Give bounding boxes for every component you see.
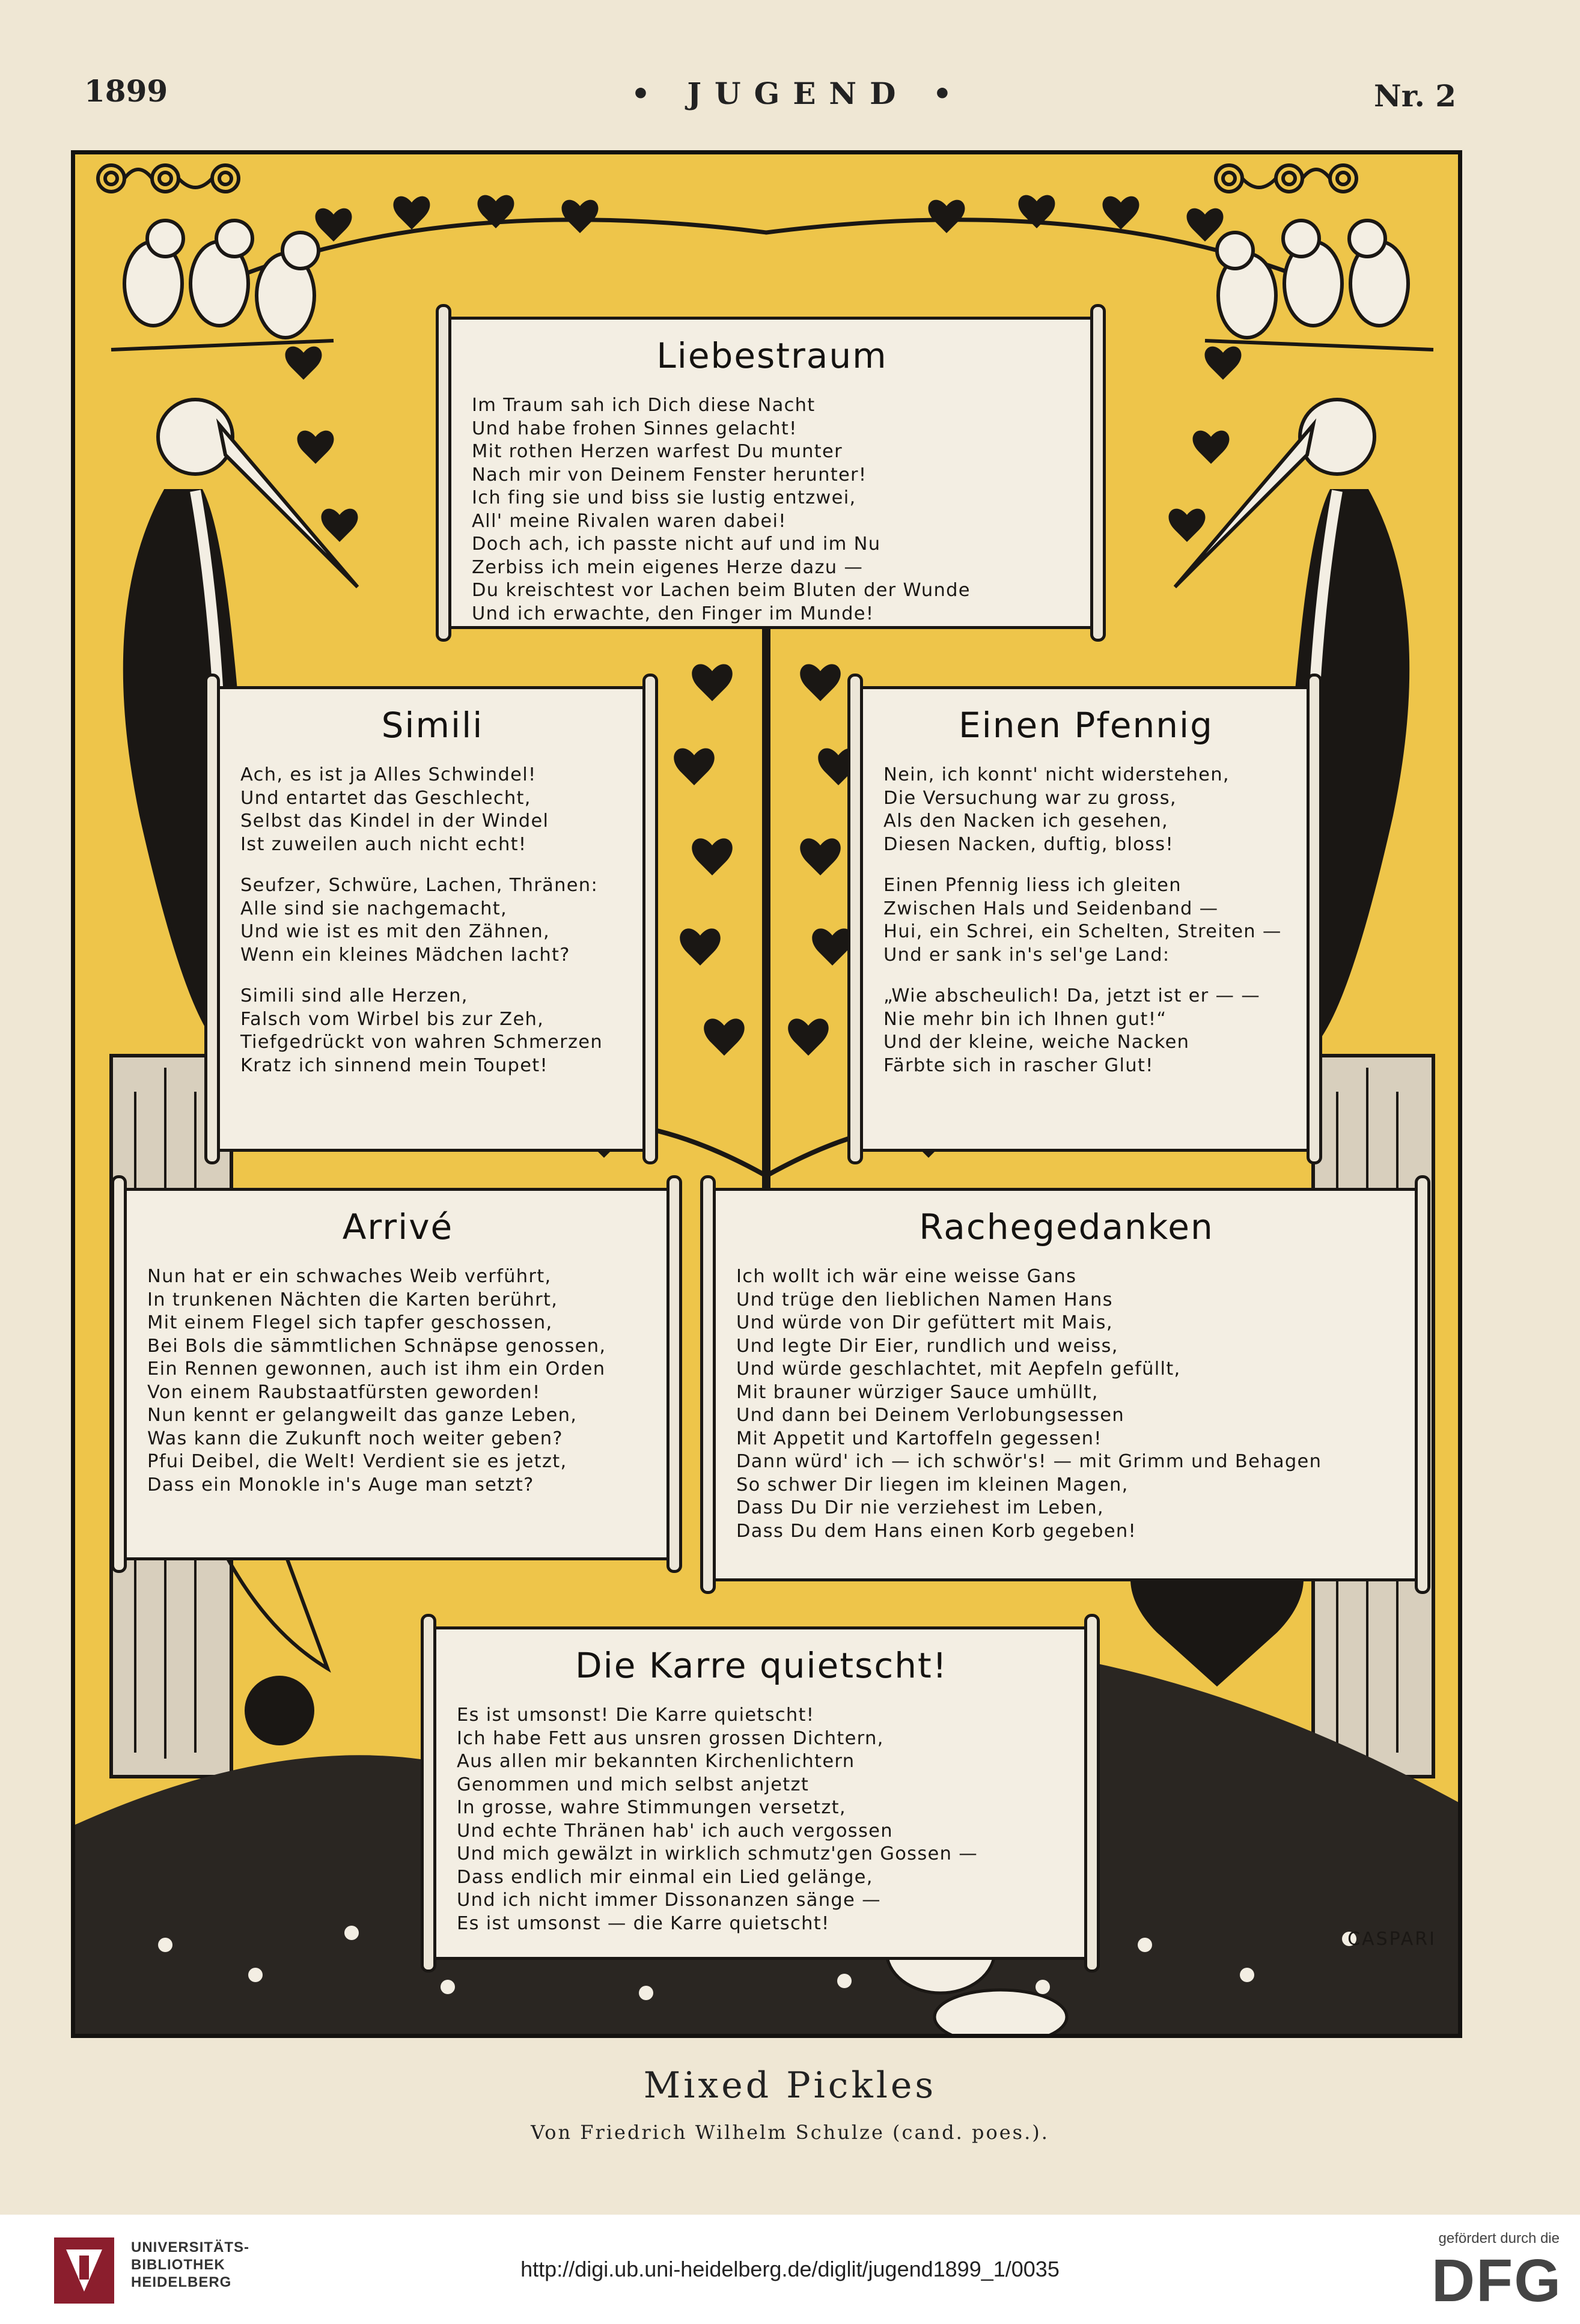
illustration-plate	[71, 150, 1462, 2038]
poem-line: Kratz ich sinnend mein Toupet!	[240, 1054, 549, 1076]
poem-line: Und legte Dir Eier, rundlich und weiss,	[736, 1335, 1118, 1357]
poem-line: Färbte sich in rascher Glut!	[883, 1054, 1154, 1076]
artist-signature: CASPARI	[1347, 1929, 1436, 1950]
poem-line: Mit Appetit und Kartoffeln gegessen!	[736, 1428, 1102, 1449]
poem-line: Nach mir von Deinem Fenster herunter!	[472, 464, 867, 485]
poem-line: Tiefgedrückt von wahren Schmerzen	[240, 1032, 603, 1053]
poem-line: Als den Nacken ich gesehen,	[883, 811, 1168, 832]
poem-line: Dass ein Monokle in's Auge man setzt?	[147, 1474, 534, 1495]
library-name-line: BIBLIOTHEK	[131, 2257, 225, 2273]
poem-line: Dass Du dem Hans einen Korb gegeben!	[736, 1520, 1137, 1542]
poem-line: Seufzer, Schwüre, Lachen, Thränen:	[240, 875, 599, 896]
poem-line: Dass Du Dir nie verziehest im Leben,	[736, 1497, 1104, 1518]
poem-line: Und er sank in's sel'ge Land:	[883, 944, 1170, 966]
poem-line: „Wie abscheulich! Da, jetzt ist er — —	[883, 985, 1261, 1006]
poem-title: Liebestraum	[656, 335, 888, 376]
poem-arrive	[120, 1188, 673, 1560]
byline: Von Friedrich Wilhelm Schulze (cand. poes.).	[531, 2121, 1049, 2144]
poem-line: Zwischen Hals und Seidenband —	[883, 898, 1219, 919]
poem-title: Simili	[381, 705, 484, 746]
poem-line: Selbst das Kindel in der Windel	[240, 811, 549, 832]
poem-line: Du kreischtest vor Lachen beim Bluten der Wunde	[472, 580, 971, 601]
poem-stanza	[147, 1265, 648, 1497]
birds-left	[111, 221, 334, 350]
poem-line: Ach, es ist ja Alles Schwindel!	[240, 764, 537, 785]
poem-rachegedanken	[709, 1188, 1421, 1581]
poem-line: Ich habe Fett aus unsren grossen Dichtern,	[457, 1727, 884, 1749]
poem-line: Nun kennt er gelangweilt das ganze Leben,	[147, 1405, 578, 1426]
poem-line: Mit rothen Herzen warfest Du munter	[472, 441, 843, 462]
poem-line: In grosse, wahre Stimmungen versetzt,	[457, 1797, 846, 1818]
spiral-ornament-left	[98, 165, 239, 192]
poem-line: Und würde geschlachtet, mit Aepfeln gefüllt,	[736, 1358, 1181, 1379]
poem-line: So schwer Dir liegen im kleinen Magen,	[736, 1474, 1129, 1495]
poem-line: Nie mehr bin ich Ihnen gut!“	[883, 1008, 1167, 1030]
poem-line: Zerbiss ich mein eigenes Herze dazu —	[472, 556, 864, 578]
poem-line: Und echte Thränen hab' ich auch vergossen	[457, 1820, 893, 1842]
poem-stanza	[240, 985, 624, 1077]
poem-line: Und ich nicht immer Dissonanzen sänge —	[457, 1890, 881, 1911]
poem-stanza	[883, 985, 1289, 1077]
poem-stanza	[736, 1265, 1397, 1543]
poem-line: Genommen und mich selbst anjetzt	[457, 1774, 810, 1795]
dfg-logo: DFG	[1431, 2247, 1562, 2314]
poem-line: Pfui Deibel, die Welt! Verdient sie es jetzt,	[147, 1451, 567, 1472]
library-name-line: UNIVERSITÄTS-	[131, 2239, 250, 2256]
poem-line: Wenn ein kleines Mädchen lacht?	[240, 944, 570, 966]
poem-line: Mit einem Flegel sich tapfer geschossen,	[147, 1312, 553, 1333]
top-vine	[213, 220, 1325, 287]
source-url-link[interactable]: http://digi.ub.uni-heidelberg.de/diglit/jugend1899_1/0035	[520, 2257, 1060, 2281]
funded-by-label: gefördert durch die	[1438, 2230, 1560, 2246]
birds-right	[1205, 221, 1433, 350]
poem-die-karre-quietscht	[430, 1626, 1091, 1960]
poem-line: Falsch vom Wirbel bis zur Zeh,	[240, 1008, 544, 1030]
poem-line: Einen Pfennig liess ich gleiten	[883, 875, 1182, 896]
poem-line: Ein Rennen gewonnen, auch ist ihm ein Orden	[147, 1358, 606, 1379]
poem-line: Und ich erwachte, den Finger im Munde!	[472, 603, 874, 624]
poem-line: Ist zuweilen auch nicht echt!	[240, 833, 527, 855]
poem-liebestraum	[445, 317, 1097, 629]
poem-line: Und dann bei Deinem Verlobungsessen	[736, 1405, 1124, 1426]
poem-line: Und mich gewälzt in wirklich schmutz'gen Gossen —	[457, 1843, 978, 1864]
poem-stanza	[240, 764, 624, 856]
poem-stanza	[883, 874, 1289, 967]
poem-line: Dass endlich mir einmal ein Lied gelänge,	[457, 1866, 873, 1888]
poem-line: Und entartet das Geschlecht,	[240, 787, 531, 809]
poem-line: Die Versuchung war zu gross,	[883, 787, 1177, 809]
year-label: 1899	[84, 73, 168, 109]
spiral-ornament-right	[1216, 165, 1356, 192]
poem-line: Von einem Raubstaatfürsten geworden!	[147, 1381, 541, 1403]
poem-simili	[213, 686, 649, 1152]
poem-line: In trunkenen Nächten die Karten berührt,	[147, 1289, 558, 1310]
series-title: Mixed Pickles	[643, 2064, 937, 2107]
poem-stanza	[457, 1704, 1066, 1935]
poem-stanza	[472, 394, 1072, 625]
library-name-line: HEIDELBERG	[131, 2274, 232, 2290]
poem-line: Dann würd' ich — ich schwör's! — mit Grimm und Behagen	[736, 1451, 1322, 1472]
poem-einen-pfennig	[856, 686, 1313, 1152]
poem-title: Arrivé	[342, 1206, 454, 1247]
poem-line: Ich fing sie und biss sie lustig entzwei,	[472, 487, 856, 508]
poem-line: Nein, ich konnt' nicht widerstehen,	[883, 764, 1230, 785]
poem-line: All' meine Rivalen waren dabei!	[472, 510, 787, 532]
issue-label: Nr. 2	[1374, 78, 1457, 114]
poem-line: Ich wollt ich wär eine weisse Gans	[736, 1266, 1077, 1287]
poem-line: Im Traum sah ich Dich diese Nacht	[472, 395, 816, 416]
poem-line: Simili sind alle Herzen,	[240, 985, 468, 1006]
magazine-title: • JUGEND •	[631, 76, 965, 111]
footer-bar	[0, 2215, 1580, 2324]
poem-line: Nun hat er ein schwaches Weib verführt,	[147, 1266, 552, 1287]
poem-line: Aus allen mir bekannten Kirchenlichtern	[457, 1751, 855, 1772]
poem-line: Und habe frohen Sinnes gelacht!	[472, 418, 798, 439]
poem-line: Bei Bols die sämmtlichen Schnäpse genossen,	[147, 1335, 606, 1357]
poem-line: Was kann die Zukunft noch weiter geben?	[147, 1428, 563, 1449]
poem-line: Es ist umsonst — die Karre quietscht!	[457, 1912, 830, 1934]
poem-line: Es ist umsonst! Die Karre quietscht!	[457, 1705, 815, 1726]
poem-line: Alle sind sie nachgemacht,	[240, 898, 508, 919]
poem-line: Und der kleine, weiche Nacken	[883, 1032, 1190, 1053]
poem-stanza	[883, 764, 1289, 856]
poem-line: Diesen Nacken, duftig, bloss!	[883, 833, 1174, 855]
poem-title: Die Karre quietscht!	[575, 1645, 948, 1686]
poem-line: Mit brauner würziger Sauce umhüllt,	[736, 1381, 1099, 1403]
poem-line: Doch ach, ich passte nicht auf und im Nu	[472, 534, 881, 555]
poem-line: Und wie ist es mit den Zähnen,	[240, 921, 550, 942]
poem-line: Und würde von Dir gefüttert mit Mais,	[736, 1312, 1113, 1333]
poem-stanza	[240, 874, 624, 967]
poem-line: Hui, ein Schrei, ein Schelten, Streiten —	[883, 921, 1282, 942]
poem-title: Rachegedanken	[919, 1206, 1214, 1247]
poem-line: Und trüge den lieblichen Namen Hans	[736, 1289, 1113, 1310]
poem-title: Einen Pfennig	[959, 705, 1213, 746]
